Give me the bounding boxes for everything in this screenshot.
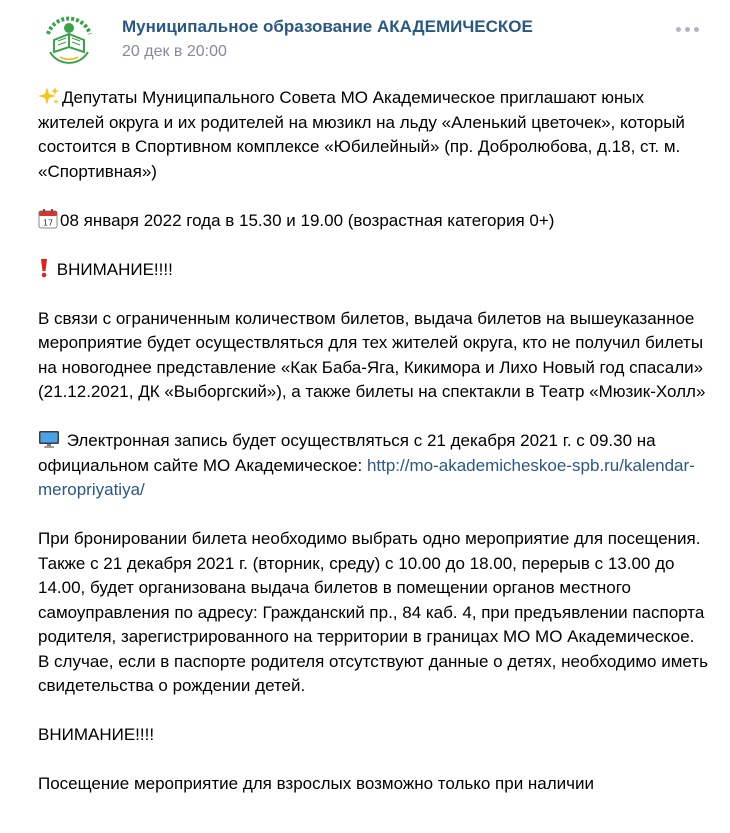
paragraph-date-text: 08 января 2022 года в 15.30 и 19.00 (возрастная категория 0+) xyxy=(60,210,555,230)
post-date-link[interactable]: 20 дек в 20:00 xyxy=(122,43,227,60)
paragraph-booking-text: При бронировании билета необходимо выбрать одно мероприятие для посещения. Также с 21 декабря 2021 г. (вторник, среду) с 10.00 до 18.00, перерыв с 13.00 до 14.00, будет организована выдача билетов в помещении органов местного самоуправления по адресу: Гражданский пр., 84 каб. 4, при предъявлении паспорта родителя, зарегистрированного на территории в границах МО МО Академическое. В случае, если в паспорте родителя отсутствуют данные о детях, необходимо иметь свидетельства о рождении детей. xyxy=(38,529,708,695)
paragraph-booking xyxy=(38,527,708,699)
paragraph-registration-text: Электронная запись будет осуществляться с 21 декабря 2021 г. с 09.30 на официальном сайте МО Академическое: xyxy=(38,431,656,475)
paragraph-attention-2 xyxy=(38,723,708,748)
post-text xyxy=(38,86,708,821)
more-dots-icon xyxy=(694,27,699,32)
computer-monitor-emoji-icon xyxy=(38,429,60,449)
paragraph-date xyxy=(38,209,708,234)
paragraph-attention-1 xyxy=(38,258,708,283)
community-avatar[interactable] xyxy=(38,10,100,72)
svg-text:17: 17 xyxy=(42,218,54,227)
paragraph-invitation xyxy=(38,86,708,184)
paragraph-registration xyxy=(38,429,708,503)
sparkles-emoji-icon xyxy=(38,86,60,106)
paragraph-attention-1-text: ВНИМАНИЕ!!!! xyxy=(56,259,173,279)
calendar-emoji-icon xyxy=(38,209,58,229)
paragraph-adults xyxy=(38,772,708,797)
paragraph-ticket-limits xyxy=(38,307,708,405)
more-dots-icon xyxy=(676,27,681,32)
paragraph-attention-2-text: ВНИМАНИЕ!!!! xyxy=(38,725,155,744)
paragraph-ticket-limits-text: В связи с ограниченным количеством билетов, выдача билетов на вышеуказанное мероприятие будет осуществляться для тех жителей округа, кто не получил билеты на новогоднее представление «Как Баба-Яга, Кикимора и Лихо Новый год спасали» (21.12.2021, ДК «Выборгский»), а также билеты на спектакли в Театр «Мюзик-Холл» xyxy=(38,308,706,401)
more-dots-icon xyxy=(685,27,690,32)
paragraph-adults-text: Посещение мероприятие для взрослых возможно только при наличии xyxy=(38,774,595,793)
red-exclamation-emoji-icon xyxy=(38,258,50,278)
paragraph-invitation-text: Депутаты Муниципального Совета МО Академическое приглашают юных жителей округа и их родителей на мюзикл на льду «Аленький цветочек», который состоится в Спортивном комплексе «Юбилейный» (пр. Добролюбова, д.18, ст. м. «Спортивная») xyxy=(38,88,685,181)
municipal-emblem-icon xyxy=(38,10,100,72)
registration-site-link[interactable]: http://mo-akademicheskoe-spb.ru/kalendar-meropriyatiya/ xyxy=(38,455,695,499)
post-header xyxy=(0,0,730,82)
author-name-link[interactable]: Муниципальное образование АКАДЕМИЧЕСКОЕ xyxy=(122,17,533,36)
more-options-button[interactable] xyxy=(673,20,703,38)
